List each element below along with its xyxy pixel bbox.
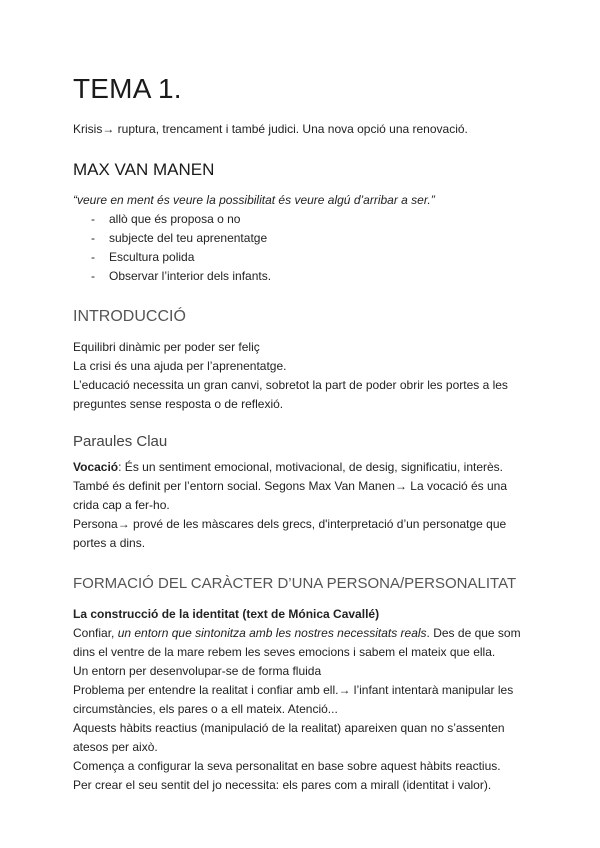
formacio-line-2: Problema per entendre la realitat i confiar amb ell.→ l’infant intentarà manipular les circumstàncies, els pares o a ell mateix. Atenció... <box>73 683 514 716</box>
page-title: TEMA 1. <box>73 73 182 104</box>
list-item <box>91 248 523 267</box>
document-content <box>73 72 523 795</box>
formacio-subheading: La construcció de la identitat (text de Mónica Cavallé) <box>73 607 380 621</box>
formacio-line-3: Aquests hàbits reactius (manipulació de la realitat) apareixen quan no s’assenten atesos per això. <box>73 721 505 754</box>
heading-max-van-manen: MAX VAN MANEN <box>73 160 215 179</box>
list-item <box>91 210 523 229</box>
formacio-line-1: Un entorn per desenvolupar-se de forma fluida <box>73 664 322 678</box>
manen-quote: “veure en ment és veure la possibilitat és veure algú d’arribar a ser.” <box>73 193 435 207</box>
vocacio-paragraph <box>73 458 523 515</box>
formacio-line-5: Per crear el seu sentit del jo necessita: els pares com a mirall (identitat i valor). <box>73 778 492 792</box>
intro-line-3: L’educació necessita un gran canvi, sobretot la part de poder obrir les portes a les preguntes sense resposta o de reflexió. <box>73 378 508 411</box>
persona-paragraph: Persona→ prové de les màscares dels grecs, d'interpretació d’un personatge que portes a dins. <box>73 517 507 550</box>
intro-line: Krisis→ ruptura, trencament i també judici. Una nova opció una renovació. <box>73 122 468 136</box>
intro-line-1: Equilibri dinàmic per poder ser feliç <box>73 340 260 354</box>
list-item-text: Observar l’interior dels infants. <box>109 269 272 283</box>
heading-introduccio: INTRODUCCIÓ <box>73 308 186 325</box>
list-item-text: subjecte del teu aprenentatge <box>109 231 268 245</box>
confiar-paragraph <box>73 624 523 662</box>
bullet-dash: - <box>91 231 95 245</box>
bullet-dash: - <box>91 250 95 264</box>
heading-paraules-clau: Paraules Clau <box>73 433 168 450</box>
manen-bullet-list <box>73 210 523 286</box>
vocacio-text: : És un sentiment emocional, motivacional, de desig, significatiu, interès. També és definit per l’entorn social. Segons Max Van Manen→ La vocació és una crida cap a fer-ho. <box>73 460 508 512</box>
confiar-italic: un entorn que sintonitza amb les nostres necessitats reals <box>117 626 427 640</box>
bullet-dash: - <box>91 269 95 283</box>
confiar-prefix: Confiar, <box>73 626 118 640</box>
list-item <box>91 229 523 248</box>
list-item <box>91 267 523 286</box>
list-item-text: allò que és proposa o no <box>109 212 241 226</box>
formacio-line-4: Comença a configurar la seva personalitat en base sobre aquest hàbits reactius. <box>73 759 501 773</box>
confiar-suffix: . Des de que som dins el ventre de la mare rebem les seves emocions i sabem el mateix que ella. <box>73 626 521 659</box>
vocacio-label: Vocació <box>73 460 119 474</box>
list-item-text: Escultura polida <box>109 250 195 264</box>
bullet-dash: - <box>91 212 95 226</box>
heading-formacio: FORMACIÓ DEL CARÀCTER D’UNA PERSONA/PERSONALITAT <box>73 575 517 592</box>
intro-line-2: La crisi és una ajuda per l’aprenentatge. <box>73 359 287 373</box>
